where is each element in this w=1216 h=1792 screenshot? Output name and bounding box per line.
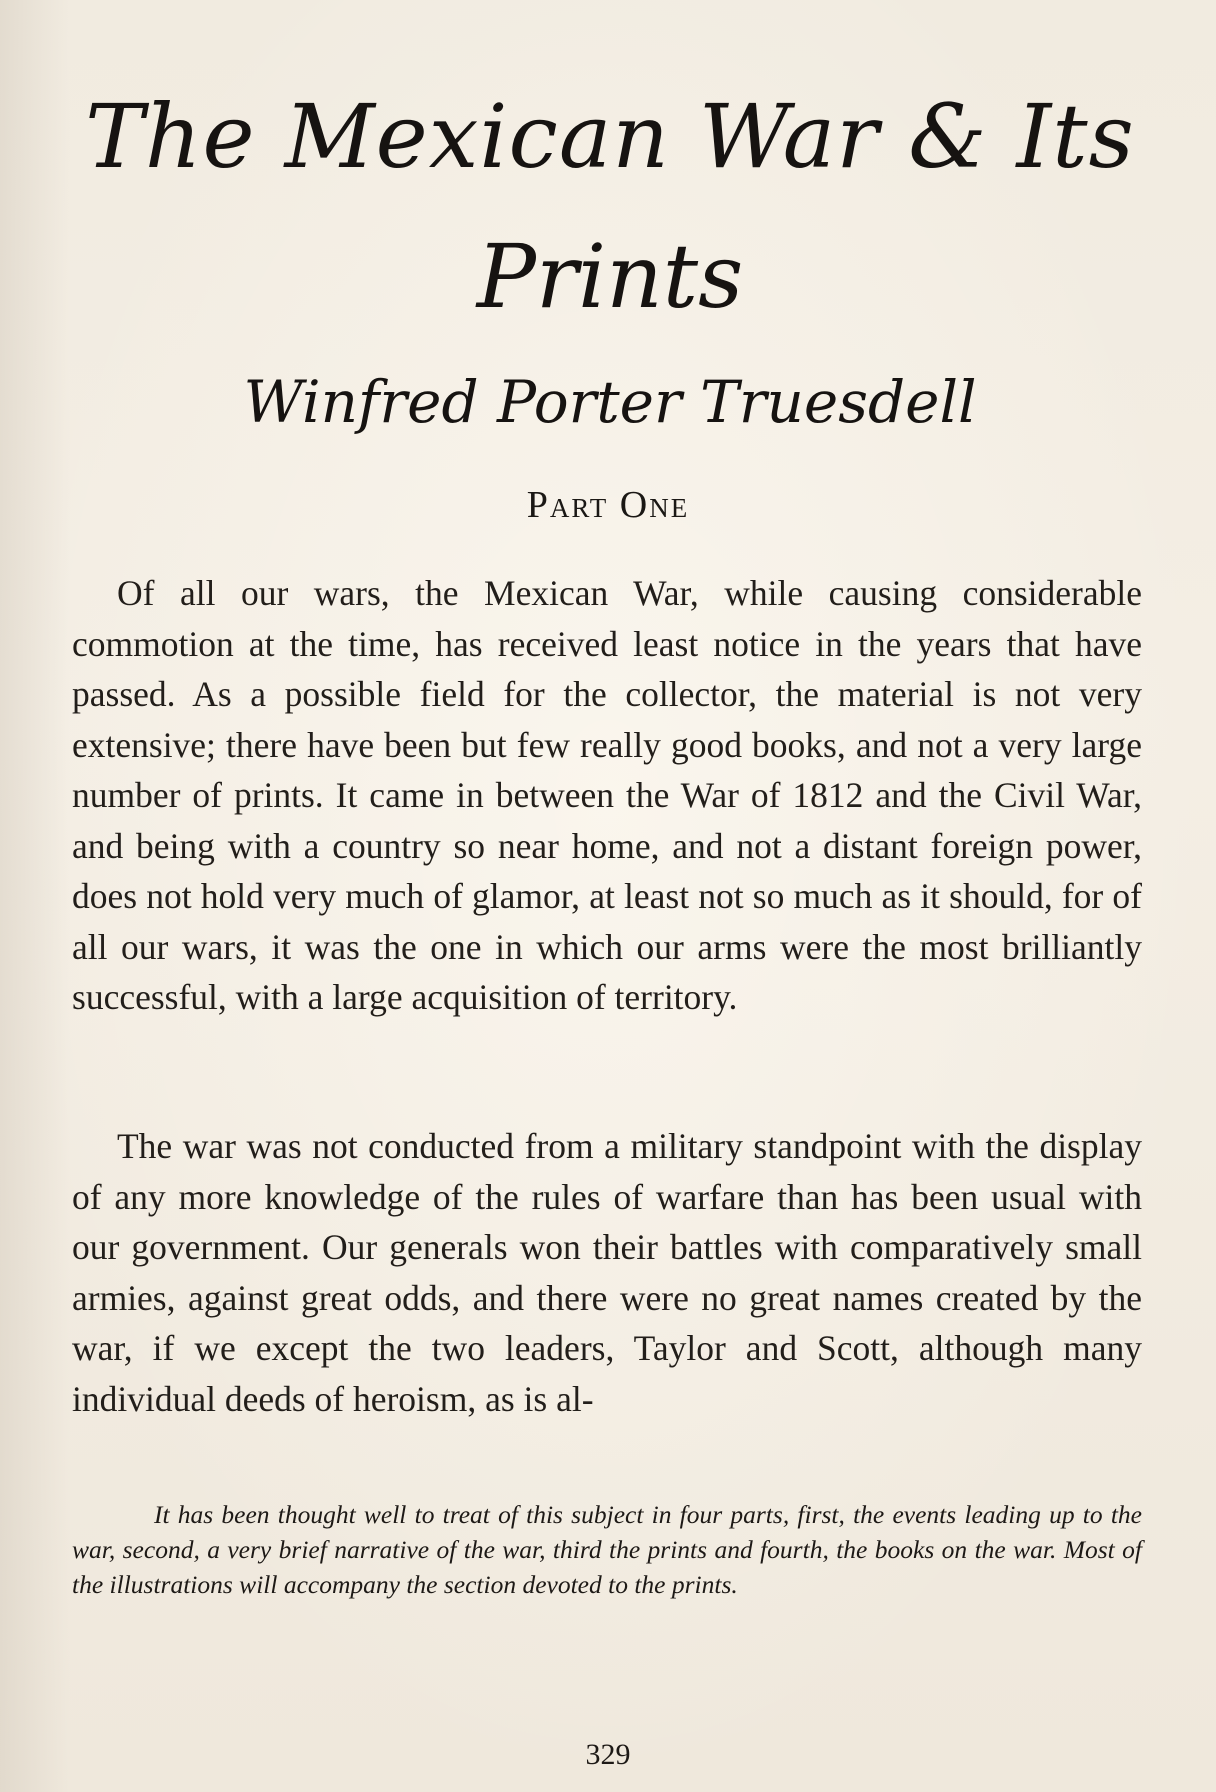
- body-paragraph-2: [72, 1121, 1142, 1424]
- part-heading: Part One: [526, 484, 690, 526]
- footnote: [72, 1497, 1142, 1602]
- article-title-line-1: The Mexican War & Its: [85, 85, 1135, 188]
- body-paragraph-1: [72, 568, 1142, 1023]
- page-gutter-shadow: [0, 0, 70, 1792]
- footnote-text: It has been thought well to treat of this subject in four parts, first, the events leading up to the war, second, a very brief narrative of the war, third the prints and fourth, the books on the war. Most of the illustrations will accompany the section devoted to the prints.: [72, 1500, 1142, 1599]
- paragraph-text: Of all our wars, the Mexican War, while causing considerable commotion at the time, has received least notice in the years that have passed. As a possible field for the collector, the material is not very extensive; there have been but few really good books, and not a very large number of prints. It came in between the War of 1812 and the Civil War, and being with a country so near home, and not a distant foreign power, does not hold very much of glamor, at least not so much as it should, for of all our wars, it was the one in which our arms were the most brilliantly successful, with a large acquisition of territory.: [72, 573, 1142, 1017]
- article-title-line-2: Prints: [476, 225, 744, 328]
- author-name: Winfred Porter Truesdell: [243, 368, 977, 436]
- paragraph-text: The war was not conducted from a military standpoint with the display of any more knowledge of the rules of warfare than has been usual with our government. Our generals won their battles with comparatively small armies, against great odds, and there were no great names created by the war, if we except the two leaders, Taylor and Scott, although many individual deeds of heroism, as is al-: [72, 1126, 1142, 1419]
- page-number: 329: [585, 1738, 631, 1771]
